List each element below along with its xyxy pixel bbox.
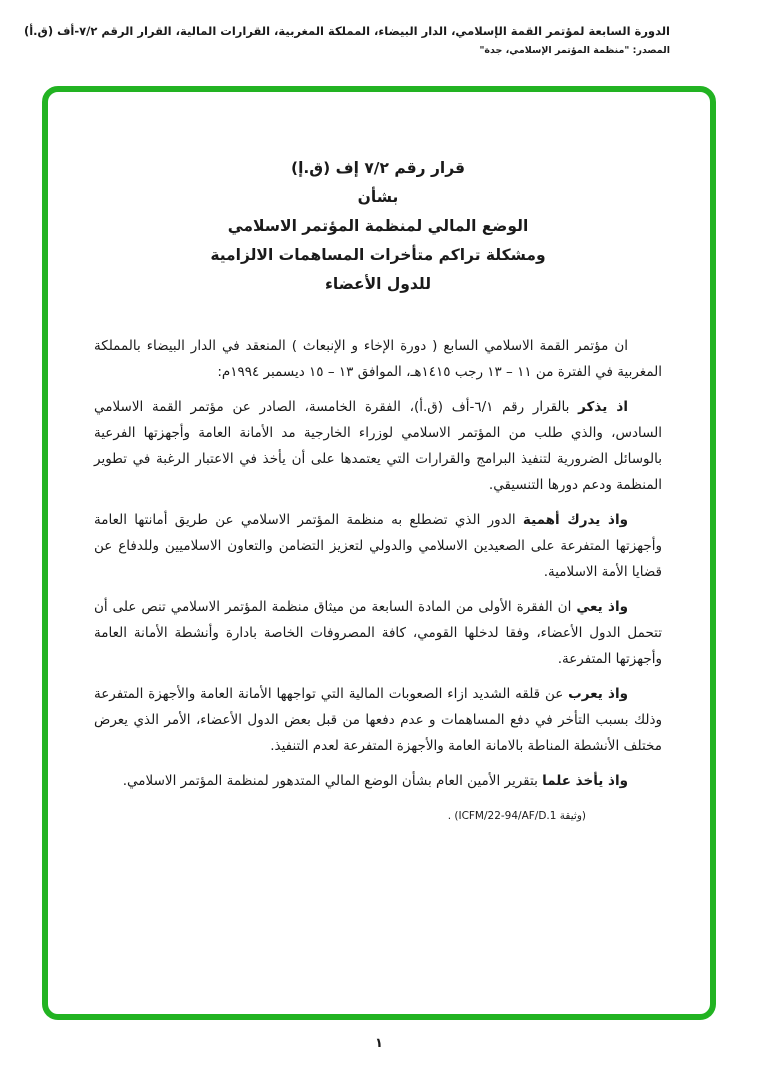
page-number: ١ <box>375 1036 383 1051</box>
document-header <box>0 0 758 56</box>
paragraph-lead: واذ يعي <box>576 599 628 615</box>
title-regarding: بشأن <box>357 188 399 206</box>
paragraph-text: بالقرار رقم ٦/١-أف (ق.أ)، الفقرة الخامسة، الصادر عن مؤتمر القمة الاسلامي السادس، والذي طلب من المؤتمر الاسلامي لوزراء الخارجية مد الأمانة العامة وأجهزتها الفرعية بالوسائل الضرورية لتنفيذ البرامج والقرارات التي يعتمدها على أن يأخذ في الاعتبار الرغبة في تطوير المنظمة ودعم دورها التنسيقي. <box>94 399 662 493</box>
paragraph-expressing-concern <box>94 681 662 759</box>
paragraph-text: عن قلقه الشديد ازاء الصعوبات المالية التي تواجهها الأمانة العامة والأجهزة المتفرعة وذلك بسبب التأخر في دفع المساهمات و عدم دفعها من قبل بعض الدول الأعضاء، الأمر الذي يعرض مختلف الأنشطة المناطة بالامانة العامة والأجهزة المتفرعة لعدم التنفيذ. <box>94 686 662 754</box>
paragraph-text: ان مؤتمر القمة الاسلامي السابع ( دورة الإخاء و الإنبعاث ) المنعقد في الدار البيضاء بالمملكة المغربية في الفترة من ١١ – ١٣ رجب ١٤١٥هـ، الموافق ١٣ – ١٥ ديسمبر ١٩٩٤م: <box>94 338 662 380</box>
document-reference: (وثيقة ICFM/22-94/AF/D.1) . <box>447 810 586 822</box>
paragraph-text: الدور الذي تضطلع به منظمة المؤتمر الاسلامي عن طريق أمانتها العامة وأجهزتها المتفرعة على الصعيدين الاسلامي والدولي لتعزيز التضامن والتعاون الاسلاميين وللدفاع عن قضايا الأمة الاسلامية. <box>94 512 662 580</box>
header-citation-line: الدورة السابعة لمؤتمر القمة الإسلامي، الدار البيضاء، المملكة المغربية، القرارات المالية، القرار الرقم ٧/٢-أف (ق.أ) <box>23 24 670 38</box>
paragraph-aware-of-role <box>94 507 662 585</box>
title-resolution-number: قرار رقم ٧/٢ إف (ق.إ) <box>291 159 465 177</box>
title-subject-line1: الوضع المالي لمنظمة المؤتمر الاسلامي <box>227 217 529 235</box>
paragraph-taking-note <box>94 768 662 794</box>
paragraph-lead: واذ يأخذ علما <box>542 773 628 789</box>
title-subject-line2: ومشكلة تراكم متأخرات المساهمات الالزامية <box>210 246 546 264</box>
header-source-line: المصدر: "منظمة المؤتمر الإسلامي، جدة" <box>479 45 670 56</box>
resolution-title-block <box>94 154 662 299</box>
paragraph-preamble <box>94 333 662 385</box>
paragraph-charter-article <box>94 594 662 672</box>
page-footer <box>0 1036 758 1051</box>
title-subject-line3: للدول الأعضاء <box>324 275 432 293</box>
paragraph-text: ان الفقرة الأولى من المادة السابعة من ميثاق منظمة المؤتمر الاسلامي تنص على أن تتحمل الدول الأعضاء، وفقا لدخلها القومي، كافة المصروفات الخاصة بادارة وأنشطة الأمانة العامة وأجهزتها المتفرعة. <box>94 599 662 667</box>
resolution-body <box>94 333 662 829</box>
paragraph-recalling <box>94 394 662 498</box>
green-border-frame <box>42 86 716 1020</box>
paragraph-lead: واذ يدرك أهمية <box>522 512 628 528</box>
paragraph-lead: اذ يذكر <box>578 399 628 415</box>
paragraph-text: بتقرير الأمين العام بشأن الوضع المالي المتدهور لمنظمة المؤتمر الاسلامي. <box>122 773 543 789</box>
paragraph-lead: واذ يعرب <box>568 686 628 702</box>
